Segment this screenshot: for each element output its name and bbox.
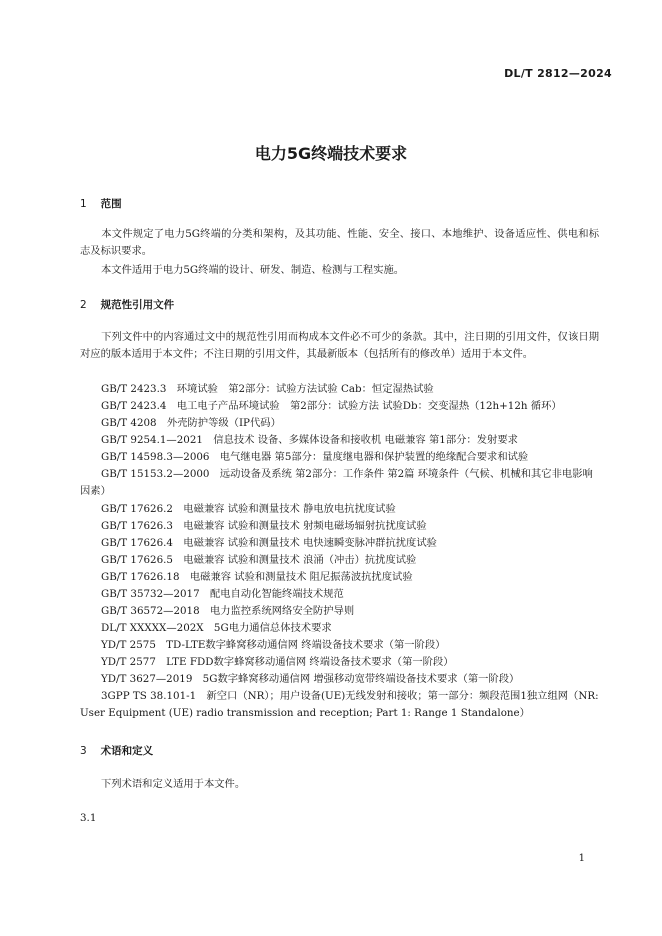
references-intro: 下列文件中的内容通过文中的规范性引用而构成本文件必不可少的条款。其中，注日期的引用文件，仅该日期对应的版本适用于本文件；不注日期的引用文件，其最新版本（包括所有的修改单）适用于本文件。: [80, 331, 599, 360]
page-number: 1: [578, 853, 585, 864]
reference-item: GB/T 17626.2 电磁兼容 试验和测量技术 静电放电抗扰度试验: [101, 503, 396, 515]
reference-item: GB/T 36572—2018 电力监控系统网络安全防护导则: [101, 605, 355, 617]
standard-code: DL/T 2812—2024: [504, 67, 612, 80]
reference-item: 3GPP TS 38.101-1 新空口（NR）；用户设备(UE)无线发射和接收；第一部分：频段范围1独立组网（NR: User Equipment (UE) radio transmission and reception; Part 1: Range 1 Standalone）: [80, 690, 599, 719]
section-3-number: 3: [80, 745, 87, 757]
reference-item: GB/T 17626.4 电磁兼容 试验和测量技术 电快速瞬变脉冲群抗扰度试验: [101, 537, 437, 549]
reference-item: GB/T 17626.5 电磁兼容 试验和测量技术 浪涌（冲击）抗扰度试验: [101, 554, 417, 566]
section-2-number: 2: [80, 299, 87, 311]
reference-item: YD/T 2575 TD-LTE数字蜂窝移动通信网 终端设备技术要求（第一阶段）: [101, 639, 446, 651]
reference-item: GB/T 2423.4 电工电子产品环境试验 第2部分：试验方法 试验Db：交变湿热（12h+12h 循环）: [101, 400, 562, 412]
reference-item: GB/T 2423.3 环境试验 第2部分：试验方法试验 Cab：恒定湿热试验: [101, 383, 434, 395]
section-2-title: 规范性引用文件: [100, 299, 175, 311]
reference-item: YD/T 2577 LTE FDD数字蜂窝移动通信网 终端设备技术要求（第一阶段）: [101, 656, 454, 668]
terms-paragraph: 下列术语和定义适用于本文件。: [101, 778, 246, 790]
reference-item: GB/T 17626.3 电磁兼容 试验和测量技术 射频电磁场辐射抗扰度试验: [101, 520, 427, 532]
reference-item: GB/T 35732—2017 配电自动化智能终端技术规范: [101, 588, 344, 600]
section-3-title: 术语和定义: [100, 745, 154, 757]
section-1-title: 范围: [100, 198, 122, 210]
reference-item: YD/T 3627—2019 5G数字蜂窝移动通信网 增强移动宽带终端设备技术要求（第一阶段）: [101, 673, 520, 685]
scope-paragraph-2: 本文件适用于电力5G终端的设计、研发、制造、检测与工程实施。: [101, 264, 405, 276]
reference-item: DL/T XXXXX—202X 5G电力通信总体技术要求: [101, 622, 332, 634]
section-1-number: 1: [80, 198, 87, 210]
section-2-heading: [80, 297, 174, 312]
scope-paragraph-1: 本文件规定了电力5G终端的分类和架构，及其功能、性能、安全、接口、本地维护、设备适应性、供电和标志及标识要求。: [80, 228, 599, 257]
reference-item: GB/T 17626.18 电磁兼容 试验和测量技术 阻尼振荡波抗扰度试验: [101, 571, 413, 583]
section-3-heading: [80, 743, 153, 758]
section-1-heading: [80, 196, 122, 211]
clause-number: 3.1: [80, 812, 97, 824]
reference-item: GB/T 15153.2—2000 远动设备及系统 第2部分：工作条件 第2篇 环境条件（气候、机械和其它非电影响因素）: [80, 468, 593, 497]
document-title: 电力5G终端技术要求: [254, 144, 408, 163]
reference-item: GB/T 9254.1—2021 信息技术 设备、多媒体设备和接收机 电磁兼容 第1部分：发射要求: [101, 434, 518, 446]
reference-item: GB/T 14598.3—2006 电气继电器 第5部分：量度继电器和保护装置的绝缘配合要求和试验: [101, 451, 529, 463]
reference-item: GB/T 4208 外壳防护等级（IP代码）: [101, 417, 281, 429]
